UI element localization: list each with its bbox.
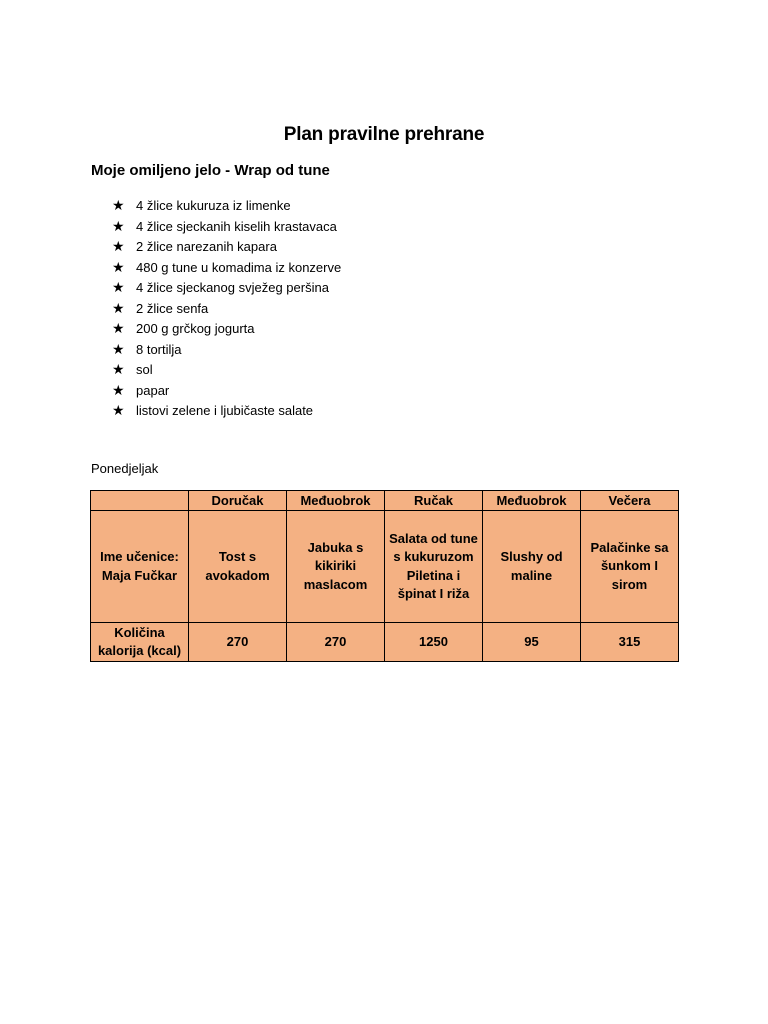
list-item: [112, 380, 341, 401]
star-icon: ★: [112, 279, 125, 295]
header-cell-snack: Međuobrok: [287, 491, 385, 511]
header-cell-dinner: Večera: [581, 491, 679, 511]
list-item: [112, 339, 341, 360]
ingredient-text: 480 g tune u komadima iz konzerve: [136, 259, 342, 275]
star-icon: ★: [112, 197, 125, 213]
table-cell: Salata od tune s kukuruzom Piletina i špinat I riža: [385, 511, 483, 623]
star-icon: ★: [112, 258, 125, 275]
header-cell-lunch: Ručak: [385, 491, 483, 511]
row-label-student: Ime učenice: Maja Fučkar: [91, 511, 189, 623]
ingredient-text: 200 g grčkog jogurta: [136, 321, 255, 336]
header-cell-snack: Međuobrok: [483, 491, 581, 511]
day-label: Ponedjeljak: [91, 461, 159, 476]
table-cell: 270: [287, 623, 385, 662]
list-item: [112, 195, 341, 216]
header-cell-breakfast: Doručak: [189, 491, 287, 511]
ingredient-text: 2 žlice narezanih kapara: [136, 239, 277, 254]
star-icon: ★: [112, 381, 125, 398]
ingredient-text: sol: [136, 362, 153, 377]
star-icon: ★: [112, 340, 125, 357]
ingredient-text: 4 žlice kukuruza iz limenke: [136, 198, 291, 213]
list-item: [112, 257, 341, 278]
table-cell: Tost s avokadom: [189, 511, 287, 623]
recipe-title: Moje omiljeno jelo - Wrap od tune: [91, 162, 330, 179]
star-icon: ★: [112, 238, 125, 254]
star-icon: ★: [112, 299, 125, 316]
ingredient-text: 4 žlice sjeckanih kiselih krastavaca: [136, 218, 337, 234]
list-item: [112, 277, 341, 298]
table-cell: Slushy od maline: [483, 511, 581, 623]
table-row: [91, 623, 679, 662]
star-icon: ★: [112, 361, 125, 377]
table-cell: 270: [189, 623, 287, 662]
table-row: [91, 511, 679, 623]
header-cell-empty: [91, 491, 189, 511]
row-label-calories: Količina kalorija (kcal): [91, 623, 189, 662]
ingredient-text: 2 žlice senfa: [136, 300, 209, 316]
ingredient-text: papar: [136, 382, 170, 398]
list-item: [112, 298, 341, 319]
star-icon: ★: [112, 320, 125, 336]
ingredient-list: [112, 195, 341, 421]
list-item: [112, 216, 341, 237]
ingredient-text: listovi zelene i ljubičaste salate: [136, 403, 314, 418]
star-icon: ★: [112, 402, 125, 418]
page-title: Plan pravilne prehrane: [283, 124, 485, 145]
table-cell: Palačinke sa šunkom I sirom: [581, 511, 679, 623]
meal-plan-table: [90, 490, 679, 662]
ingredient-text: 4 žlice sjeckanog svježeg peršina: [136, 280, 329, 295]
list-item: [112, 359, 341, 380]
list-item: [112, 236, 341, 257]
table-cell: 95: [483, 623, 581, 662]
star-icon: ★: [112, 217, 125, 234]
list-item: [112, 400, 341, 421]
ingredient-text: 8 tortilja: [136, 341, 182, 357]
table-cell: 315: [581, 623, 679, 662]
table-cell: 1250: [385, 623, 483, 662]
table-cell: Jabuka s kikiriki maslacom: [287, 511, 385, 623]
table-header-row: [91, 491, 679, 511]
list-item: [112, 318, 341, 339]
